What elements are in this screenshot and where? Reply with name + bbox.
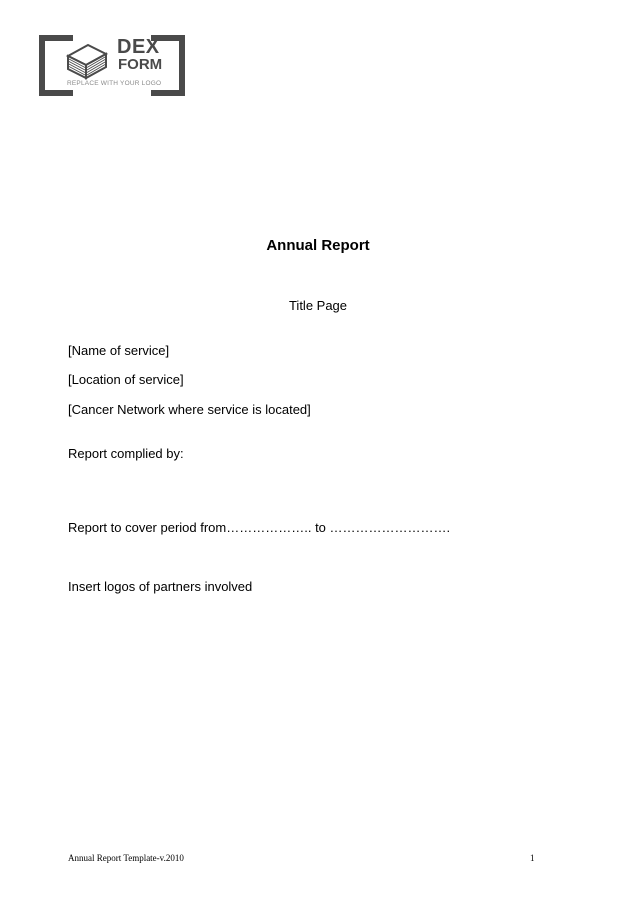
field-cancer-network: [Cancer Network where service is located] [68,402,311,417]
footer-page-number: 1 [530,853,535,863]
logo-text-dex: DEX [117,36,160,58]
footer-template-name: Annual Report Template-v.2010 [68,853,184,863]
document-subtitle: Title Page [288,298,348,313]
field-partner-logos: Insert logos of partners involved [68,579,253,594]
document-title: Annual Report [266,237,370,254]
field-report-period: Report to cover period from……………….. to ………………………. [68,520,451,535]
logo-tagline: REPLACE WITH YOUR LOGO [67,80,162,87]
field-location-of-service: [Location of service] [68,372,184,387]
field-name-of-service: [Name of service] [68,343,170,358]
logo-text-form: FORM [118,56,163,73]
logo-placeholder [39,35,185,96]
stacked-paper-icon [66,42,108,80]
field-compiled-by: Report complied by: [68,446,184,461]
